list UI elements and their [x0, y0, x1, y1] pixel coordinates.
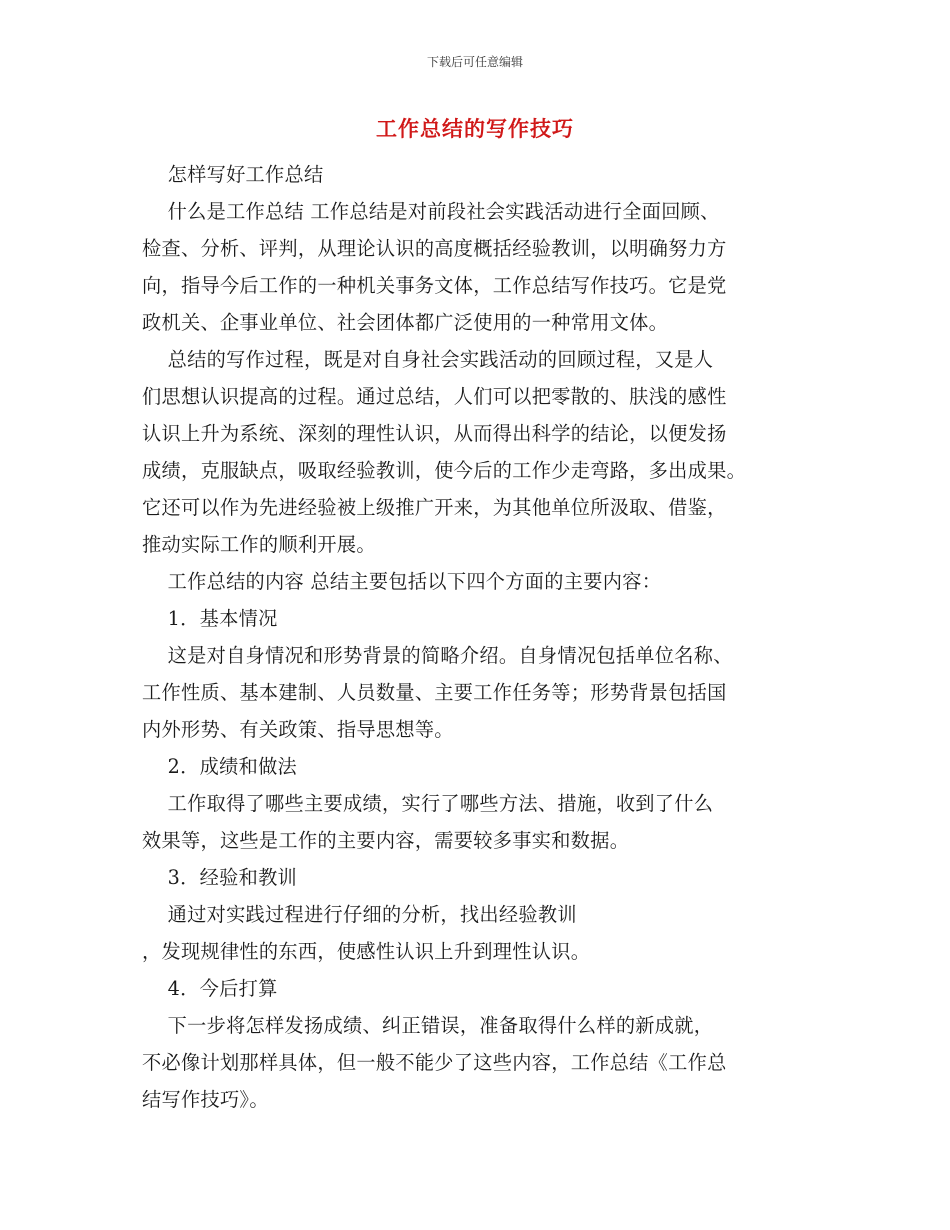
section-heading: 4．今后打算 — [142, 977, 278, 1000]
text-line: 工作取得了哪些主要成绩，实行了哪些方法、措施，收到了什么 — [142, 792, 714, 815]
text-line: 怎样写好工作总结 — [142, 163, 324, 186]
text-line: 认识上升为系统、深刻的理性认识，从而得出科学的结论，以便发扬 — [142, 422, 727, 445]
document-body — [142, 156, 822, 1118]
text-line: 检查、分析、评判，从理论认识的高度概括经验教训，以明确努力方 — [142, 237, 727, 260]
text-line: ，发现规律性的东西，使感性认识上升到理性认识。 — [142, 940, 591, 963]
text-line: 这是对自身情况和形势背景的简略介绍。自身情况包括单位名称、 — [142, 644, 733, 667]
text-line: 不必像计划那样具体，但一般不能少了这些内容，工作总结《工作总 — [142, 1051, 727, 1074]
text-line: 工作总结的内容 总结主要包括以下四个方面的主要内容： — [142, 570, 662, 593]
text-line: 什么是工作总结 工作总结是对前段社会实践活动进行全面回顾、 — [142, 200, 720, 223]
header-note: 下载后可任意编辑 — [426, 55, 523, 69]
text-line: 它还可以作为先进经验被上级推广开来，为其他单位所汲取、借鉴， — [142, 496, 727, 519]
text-line: 们思想认识提高的过程。通过总结，人们可以把零散的、肤浅的感性 — [142, 385, 727, 408]
text-line: 通过对实践过程进行仔细的分析，找出经验教训 — [142, 903, 577, 926]
section-heading: 3．经验和教训 — [142, 866, 298, 889]
text-line: 推动实际工作的顺利开展。 — [142, 533, 376, 556]
section-heading: 2．成绩和做法 — [142, 755, 298, 778]
section-heading: 1．基本情况 — [142, 607, 278, 630]
text-line: 总结的写作过程，既是对自身社会实践活动的回顾过程，又是人 — [142, 348, 714, 371]
text-line: 向，指导今后工作的一种机关事务文体，工作总结写作技巧。它是党 — [142, 274, 727, 297]
text-line: 成绩，克服缺点，吸取经验教训，使今后的工作少走弯路，多出成果。 — [142, 459, 747, 482]
text-line: 政机关、企事业单位、社会团体都广泛使用的一种常用文体。 — [142, 311, 669, 334]
text-line: 下一步将怎样发扬成绩、纠正错误，准备取得什么样的新成就， — [142, 1014, 714, 1037]
text-line: 内外形势、有关政策、指导思想等。 — [142, 718, 454, 741]
text-line: 结写作技巧》。 — [142, 1088, 269, 1111]
text-line: 工作性质、基本建制、人员数量、主要工作任务等；形势背景包括国 — [142, 681, 727, 704]
text-line: 效果等，这些是工作的主要内容，需要较多事实和数据。 — [142, 829, 630, 852]
document-title: 工作总结的写作技巧 — [376, 117, 574, 141]
